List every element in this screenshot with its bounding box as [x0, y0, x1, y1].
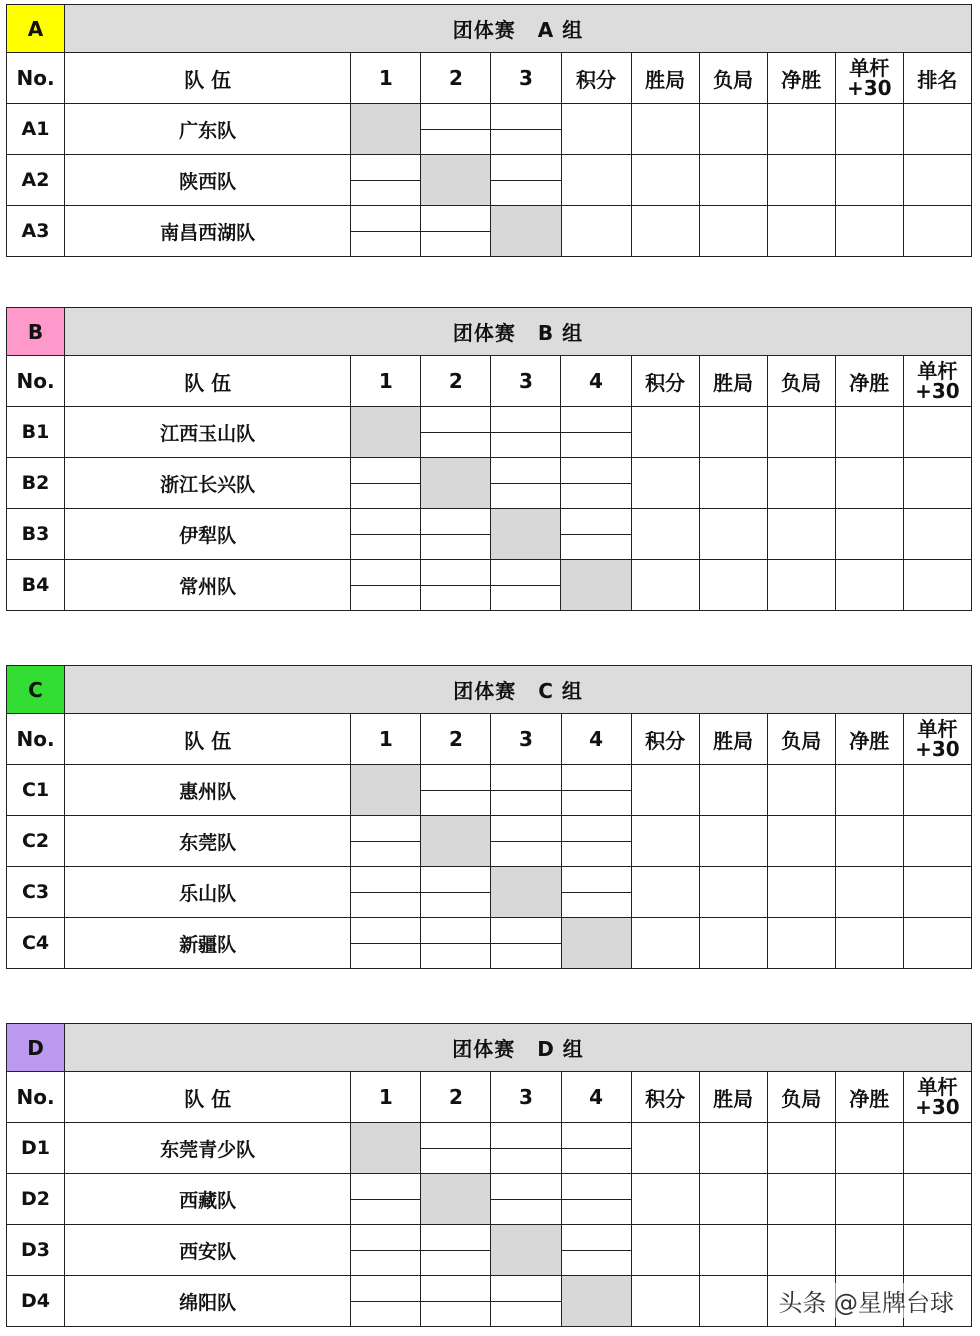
frames-won-cell[interactable]: [699, 1276, 767, 1327]
group-a-section: [6, 4, 972, 257]
rank-cell[interactable]: [903, 104, 971, 155]
team-name: 江西玉山队: [65, 407, 351, 458]
net-frames-cell[interactable]: [835, 1174, 903, 1225]
header-stat-4: 净胜: [835, 356, 903, 407]
single-break-label: 单杆: [917, 717, 958, 741]
points-cell[interactable]: [631, 867, 699, 918]
title-prefix: 团体赛: [452, 321, 516, 345]
frames-won-cell[interactable]: [699, 458, 767, 509]
team-number: B1: [7, 407, 65, 458]
team-name: 南昌西湖队: [65, 206, 351, 257]
match-score-cell[interactable]: [421, 560, 491, 611]
match-score-cell[interactable]: [351, 509, 421, 560]
header-round-2: 2: [421, 1072, 491, 1123]
match-score-cell[interactable]: [491, 1174, 561, 1225]
match-score-cell[interactable]: [561, 458, 631, 509]
points-cell[interactable]: [631, 765, 699, 816]
frames-won-cell[interactable]: [631, 155, 699, 206]
header-round-3: 3: [491, 714, 561, 765]
points-cell[interactable]: [631, 458, 699, 509]
match-score-cell[interactable]: [421, 104, 491, 155]
single-break-cell[interactable]: [903, 867, 971, 918]
match-score-cell[interactable]: [421, 1225, 491, 1276]
header-stat-1: 积分: [561, 53, 631, 104]
net-frames-cell[interactable]: [835, 867, 903, 918]
header-round-1: 1: [351, 1072, 421, 1123]
self-match-cell: [561, 918, 631, 969]
single-break-cell[interactable]: [903, 560, 971, 611]
team-name: 广东队: [65, 104, 351, 155]
group-table: [6, 4, 972, 257]
match-score-cell[interactable]: [421, 1276, 491, 1327]
match-score-cell[interactable]: [491, 1123, 561, 1174]
team-number: C1: [7, 765, 65, 816]
title-group-name: D 组: [537, 1037, 584, 1061]
header-round-3: 3: [491, 356, 561, 407]
frames-won-cell[interactable]: [699, 816, 767, 867]
match-score-cell[interactable]: [351, 1225, 421, 1276]
self-match-cell: [351, 104, 421, 155]
match-score-cell[interactable]: [351, 458, 421, 509]
match-score-cell[interactable]: [351, 560, 421, 611]
frames-lost-cell[interactable]: [767, 1123, 835, 1174]
frames-lost-cell[interactable]: [767, 1174, 835, 1225]
team-name: 东莞队: [65, 816, 351, 867]
team-number: C3: [7, 867, 65, 918]
frames-won-cell[interactable]: [699, 1225, 767, 1276]
group-title: [65, 5, 972, 53]
match-score-cell[interactable]: [491, 1276, 561, 1327]
group-title: [65, 1024, 972, 1072]
match-score-cell[interactable]: [491, 155, 561, 206]
header-round-3: 3: [491, 53, 561, 104]
net-frames-cell[interactable]: [835, 1225, 903, 1276]
match-score-cell[interactable]: [491, 104, 561, 155]
self-match-cell: [491, 509, 561, 560]
header-round-2: 2: [421, 714, 491, 765]
net-frames-cell[interactable]: [767, 206, 835, 257]
match-score-cell[interactable]: [561, 1174, 631, 1225]
header-stat-4: 净胜: [835, 1072, 903, 1123]
title-group-name: B 组: [537, 321, 584, 345]
team-number: D1: [7, 1123, 65, 1174]
points-cell[interactable]: [631, 1123, 699, 1174]
frames-won-cell[interactable]: [699, 918, 767, 969]
header-round-4: 4: [561, 1072, 631, 1123]
match-score-cell[interactable]: [491, 765, 561, 816]
net-frames-cell[interactable]: [835, 560, 903, 611]
team-name: 西安队: [65, 1225, 351, 1276]
self-match-cell: [421, 1174, 491, 1225]
frames-lost-cell[interactable]: [767, 1225, 835, 1276]
single-break-cell[interactable]: [903, 458, 971, 509]
match-score-cell[interactable]: [561, 816, 631, 867]
group-letter-badge: C: [7, 666, 65, 714]
self-match-cell: [351, 765, 421, 816]
self-match-cell: [421, 458, 491, 509]
points-cell[interactable]: [561, 104, 631, 155]
header-stat-2: 胜局: [699, 356, 767, 407]
points-cell[interactable]: [631, 918, 699, 969]
self-match-cell: [421, 816, 491, 867]
match-score-cell[interactable]: [421, 206, 491, 257]
points-cell[interactable]: [631, 560, 699, 611]
team-number: A1: [7, 104, 65, 155]
header-stat-3: 负局: [767, 356, 835, 407]
team-row: [7, 104, 972, 155]
team-number: B2: [7, 458, 65, 509]
frames-lost-cell[interactable]: [767, 407, 835, 458]
self-match-cell: [491, 1225, 561, 1276]
header-no: No.: [7, 1072, 65, 1123]
team-number: D3: [7, 1225, 65, 1276]
header-no: No.: [7, 356, 65, 407]
frames-won-cell[interactable]: [699, 1123, 767, 1174]
group-letter-badge: D: [7, 1024, 65, 1072]
match-score-cell[interactable]: [491, 918, 561, 969]
match-score-cell[interactable]: [561, 1225, 631, 1276]
match-score-cell[interactable]: [421, 918, 491, 969]
net-frames-cell[interactable]: [767, 155, 835, 206]
match-score-cell[interactable]: [421, 765, 491, 816]
frames-lost-cell[interactable]: [699, 104, 767, 155]
team-row: [7, 1225, 972, 1276]
group-c-section: [6, 665, 972, 969]
match-score-cell[interactable]: [561, 407, 631, 458]
header-single-break: [903, 714, 971, 765]
match-score-cell[interactable]: [351, 816, 421, 867]
match-score-cell[interactable]: [351, 1276, 421, 1327]
team-row: [7, 918, 972, 969]
frames-lost-cell[interactable]: [767, 765, 835, 816]
single-break-cell[interactable]: [903, 407, 971, 458]
header-round-2: 2: [421, 53, 491, 104]
header-round-1: 1: [351, 53, 421, 104]
team-row: [7, 560, 972, 611]
header-stat-2: 胜局: [699, 714, 767, 765]
single-break-cell[interactable]: [835, 206, 903, 257]
match-score-cell[interactable]: [351, 206, 421, 257]
header-stat-3: 负局: [767, 1072, 835, 1123]
header-team: 队 伍: [65, 1072, 351, 1123]
net-frames-cell[interactable]: [835, 458, 903, 509]
single-break-points: +30: [915, 1095, 960, 1119]
single-break-points: +30: [915, 379, 960, 403]
match-score-cell[interactable]: [491, 816, 561, 867]
match-score-cell[interactable]: [561, 509, 631, 560]
header-single-break: [903, 1072, 971, 1123]
points-cell[interactable]: [631, 1276, 699, 1327]
match-score-cell[interactable]: [421, 407, 491, 458]
team-number: A3: [7, 206, 65, 257]
net-frames-cell[interactable]: [835, 918, 903, 969]
team-name: 浙江长兴队: [65, 458, 351, 509]
single-break-cell[interactable]: [835, 155, 903, 206]
single-break-label: 单杆: [917, 359, 958, 383]
title-prefix: 团体赛: [453, 679, 517, 703]
title-prefix: 团体赛: [452, 1037, 516, 1061]
team-name: 乐山队: [65, 867, 351, 918]
single-break-cell[interactable]: [903, 816, 971, 867]
header-single-break: [835, 53, 903, 104]
team-name: 伊犁队: [65, 509, 351, 560]
header-round-1: 1: [351, 356, 421, 407]
net-frames-cell[interactable]: [835, 816, 903, 867]
self-match-cell: [491, 206, 561, 257]
header-stat-2: 胜局: [699, 1072, 767, 1123]
team-row: [7, 407, 972, 458]
points-cell[interactable]: [561, 155, 631, 206]
team-name: 东莞青少队: [65, 1123, 351, 1174]
group-table: [6, 1023, 972, 1327]
team-row: [7, 509, 972, 560]
team-name: 绵阳队: [65, 1276, 351, 1327]
team-number: D4: [7, 1276, 65, 1327]
frames-won-cell[interactable]: [699, 1174, 767, 1225]
frames-lost-cell[interactable]: [767, 816, 835, 867]
single-break-cell[interactable]: [903, 509, 971, 560]
frames-lost-cell[interactable]: [699, 206, 767, 257]
points-cell[interactable]: [631, 1225, 699, 1276]
header-team: 队 伍: [65, 714, 351, 765]
net-frames-cell[interactable]: [835, 509, 903, 560]
watermark: 头条 @星牌台球: [774, 1283, 958, 1318]
header-team: 队 伍: [65, 53, 351, 104]
team-name: 陕西队: [65, 155, 351, 206]
single-break-cell[interactable]: [903, 1123, 971, 1174]
single-break-label: 单杆: [849, 56, 890, 80]
team-row: [7, 1174, 972, 1225]
team-name: 西藏队: [65, 1174, 351, 1225]
header-stat-2: 胜局: [631, 53, 699, 104]
self-match-cell: [351, 407, 421, 458]
frames-won-cell[interactable]: [699, 509, 767, 560]
team-name: 新疆队: [65, 918, 351, 969]
group-title: [65, 308, 972, 356]
header-round-4: 4: [561, 356, 631, 407]
header-stat-1: 积分: [631, 714, 699, 765]
net-frames-cell[interactable]: [835, 1123, 903, 1174]
match-score-cell[interactable]: [351, 1174, 421, 1225]
team-row: [7, 206, 972, 257]
frames-lost-cell[interactable]: [767, 867, 835, 918]
self-match-cell: [351, 1123, 421, 1174]
group-b-section: [6, 307, 972, 611]
frames-won-cell[interactable]: [699, 560, 767, 611]
header-single-break: [903, 356, 971, 407]
rank-cell[interactable]: [903, 155, 971, 206]
team-number: B4: [7, 560, 65, 611]
header-rank: 排名: [903, 53, 971, 104]
match-score-cell[interactable]: [491, 407, 561, 458]
points-cell[interactable]: [631, 407, 699, 458]
match-score-cell[interactable]: [421, 867, 491, 918]
header-round-1: 1: [351, 714, 421, 765]
team-number: A2: [7, 155, 65, 206]
header-stat-3: 负局: [699, 53, 767, 104]
match-score-cell[interactable]: [491, 560, 561, 611]
single-break-points: +30: [847, 76, 892, 100]
group-title: [65, 666, 972, 714]
team-number: C2: [7, 816, 65, 867]
match-score-cell[interactable]: [351, 918, 421, 969]
points-cell[interactable]: [561, 206, 631, 257]
rank-cell[interactable]: [903, 206, 971, 257]
team-row: [7, 458, 972, 509]
header-round-3: 3: [491, 1072, 561, 1123]
header-stat-1: 积分: [631, 356, 699, 407]
team-number: D2: [7, 1174, 65, 1225]
self-match-cell: [421, 155, 491, 206]
header-stat-3: 负局: [767, 714, 835, 765]
title-prefix: 团体赛: [452, 18, 516, 42]
team-row: [7, 1123, 972, 1174]
header-stat-1: 积分: [631, 1072, 699, 1123]
team-row: [7, 867, 972, 918]
group-letter-badge: A: [7, 5, 65, 53]
frames-lost-cell[interactable]: [767, 918, 835, 969]
header-stat-4: 净胜: [835, 714, 903, 765]
frames-lost-cell[interactable]: [767, 560, 835, 611]
net-frames-cell[interactable]: [835, 407, 903, 458]
self-match-cell: [491, 867, 561, 918]
team-name: 惠州队: [65, 765, 351, 816]
header-stat-4: 净胜: [767, 53, 835, 104]
frames-won-cell[interactable]: [631, 206, 699, 257]
header-no: No.: [7, 53, 65, 104]
frames-won-cell[interactable]: [631, 104, 699, 155]
title-group-name: A 组: [537, 18, 584, 42]
header-no: No.: [7, 714, 65, 765]
team-name: 常州队: [65, 560, 351, 611]
net-frames-cell[interactable]: [767, 104, 835, 155]
team-row: [7, 765, 972, 816]
single-break-cell[interactable]: [903, 1225, 971, 1276]
match-score-cell[interactable]: [351, 867, 421, 918]
single-break-cell[interactable]: [903, 918, 971, 969]
header-team: 队 伍: [65, 356, 351, 407]
match-score-cell[interactable]: [561, 1123, 631, 1174]
single-break-cell[interactable]: [835, 104, 903, 155]
team-row: [7, 155, 972, 206]
points-cell[interactable]: [631, 816, 699, 867]
single-break-points: +30: [915, 737, 960, 761]
group-letter-badge: B: [7, 308, 65, 356]
match-score-cell[interactable]: [421, 509, 491, 560]
frames-won-cell[interactable]: [699, 765, 767, 816]
team-number: B3: [7, 509, 65, 560]
team-number: C4: [7, 918, 65, 969]
header-round-2: 2: [421, 356, 491, 407]
frames-lost-cell[interactable]: [699, 155, 767, 206]
self-match-cell: [561, 560, 631, 611]
self-match-cell: [561, 1276, 631, 1327]
frames-lost-cell[interactable]: [767, 458, 835, 509]
points-cell[interactable]: [631, 509, 699, 560]
header-round-4: 4: [561, 714, 631, 765]
team-row: [7, 816, 972, 867]
match-score-cell[interactable]: [421, 1123, 491, 1174]
single-break-cell[interactable]: [903, 1174, 971, 1225]
frames-lost-cell[interactable]: [767, 509, 835, 560]
single-break-label: 单杆: [917, 1075, 958, 1099]
match-score-cell[interactable]: [561, 867, 631, 918]
frames-won-cell[interactable]: [699, 867, 767, 918]
group-d-section: [6, 1023, 972, 1327]
match-score-cell[interactable]: [561, 765, 631, 816]
frames-won-cell[interactable]: [699, 407, 767, 458]
net-frames-cell[interactable]: [835, 765, 903, 816]
group-table: [6, 665, 972, 969]
match-score-cell[interactable]: [351, 155, 421, 206]
group-table: [6, 307, 972, 611]
match-score-cell[interactable]: [491, 458, 561, 509]
single-break-cell[interactable]: [903, 765, 971, 816]
points-cell[interactable]: [631, 1174, 699, 1225]
title-group-name: C 组: [538, 679, 583, 703]
